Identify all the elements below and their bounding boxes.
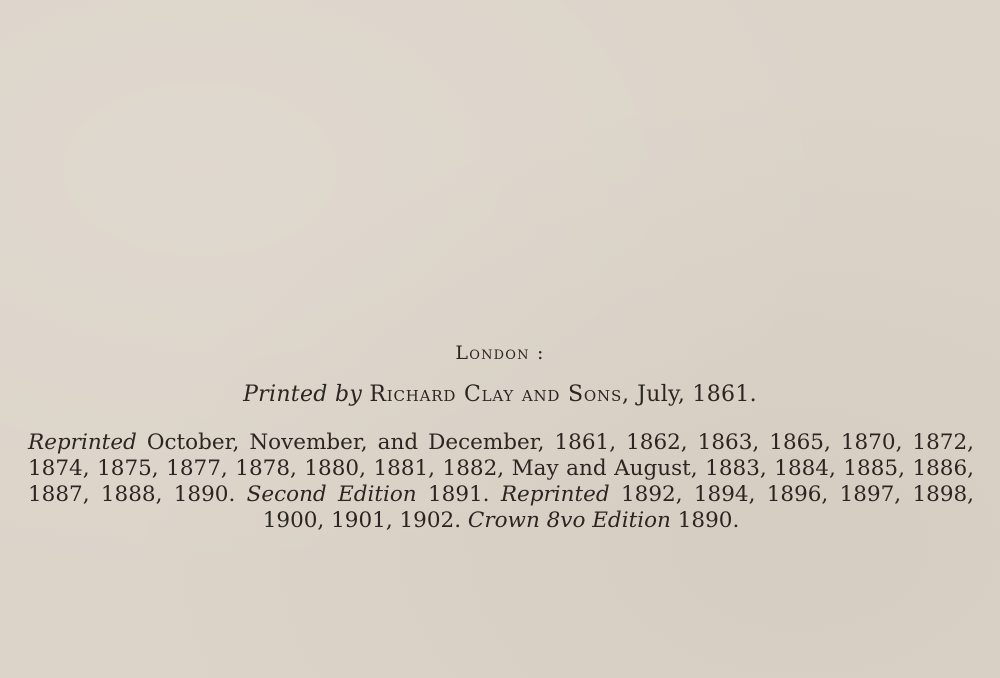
reprint-segment: Second Edition [246,482,417,507]
reprint-segment: Reprinted [500,482,610,507]
printer-line [0,382,1000,407]
printed-by-label: Printed by [243,382,363,407]
printer-name: Richard Clay and Sons, [369,382,630,407]
printer-date: July, 1861. [637,382,757,407]
reprint-segment: Crown 8vo Edition [467,508,671,533]
reprint-segment: 1891. [416,482,501,507]
imprint-city: London : [455,342,545,364]
reprint-segment: 1890. [670,508,740,533]
reprint-segment: Reprinted [28,430,137,455]
reprint-history [28,430,974,534]
reprint-segment: October, November, and December, 1861, 1862, 1863, 1865, 1870, 1872, 1874, 1875, 1877, 1878, 1880, 1881, 1882, May and August, 1883, 1884, 1885, 1886, 1887, 1888, 1890. [28,430,974,507]
reprint-segment: 1892, 1894, 1896, 1897, 1898, 1900, 1901, 1902. [262,482,975,533]
